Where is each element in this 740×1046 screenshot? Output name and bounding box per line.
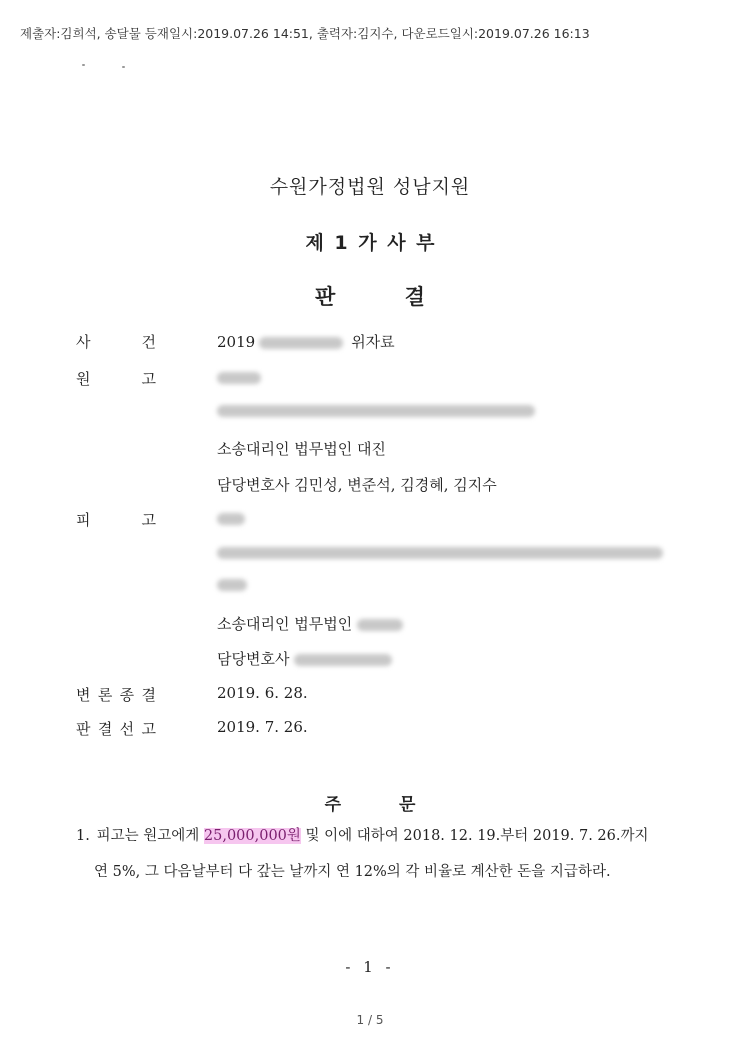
judgment-label: 판 결 선 고 xyxy=(76,720,156,738)
scan-speck xyxy=(82,64,85,66)
closing-date: 2019. 6. 28. xyxy=(217,684,308,702)
awarded-amount: 25,000,000원 xyxy=(203,828,301,844)
order-item-1: 1. 피고는 원고에게 25,000,000원 및 이에 대하여 2018. 12. 19.부터 2019. 7. 26.까지 연 5%, 그 다음날부터 다 갚는 날까지 연 12%의 각 비율로 계산한 돈을 지급하라. xyxy=(76,818,676,890)
case-type: 위자료 xyxy=(351,333,395,351)
court-name: 수원가정법원 성남지원 xyxy=(269,176,471,198)
plaintiff-label: 원 고 xyxy=(76,370,156,388)
division-name: 제 1 가 사 부 xyxy=(305,232,435,254)
document-title: 판 결 xyxy=(315,285,425,309)
page-count: 1 / 5 xyxy=(356,1013,384,1027)
defendant-label: 피 고 xyxy=(76,511,156,529)
defendant-attorneys: 담당변호사 xyxy=(217,648,392,669)
defendant-address-cont-redacted xyxy=(217,575,247,593)
plaintiff-attorneys: 담당변호사 김민성, 변준석, 김경혜, 김지수 xyxy=(217,476,497,494)
closing-label: 변 론 종 결 xyxy=(76,686,156,704)
redacted-case-number xyxy=(259,337,343,349)
order-title: 주 문 xyxy=(324,795,416,815)
case-value xyxy=(217,331,395,352)
plaintiff-name-redacted xyxy=(217,368,261,386)
case-label: 사 건 xyxy=(76,333,156,351)
scan-speck xyxy=(122,66,125,68)
case-year: 2019 xyxy=(217,333,256,351)
plaintiff-counsel: 소송대리인 법무법인 대진 xyxy=(217,440,386,458)
defendant-address-redacted xyxy=(217,543,663,561)
plaintiff-address-redacted xyxy=(217,401,535,419)
order-item-number: 1. xyxy=(76,828,90,844)
page-number: - 1 - xyxy=(345,958,395,976)
judgment-date: 2019. 7. 26. xyxy=(217,718,308,736)
order-item-1-line2: 연 5%, 그 다음날부터 다 갚는 날까지 연 12%의 각 비율로 계산한 돈을 지급하라. xyxy=(94,864,611,880)
submission-metadata: 제출자:김희석, 송달물 등재일시:2019.07.26 14:51, 출력자:김지수, 다운로드일시:2019.07.26 16:13 xyxy=(20,26,590,41)
defendant-counsel: 소송대리인 법무법인 xyxy=(217,613,403,634)
defendant-name-redacted xyxy=(217,509,245,527)
